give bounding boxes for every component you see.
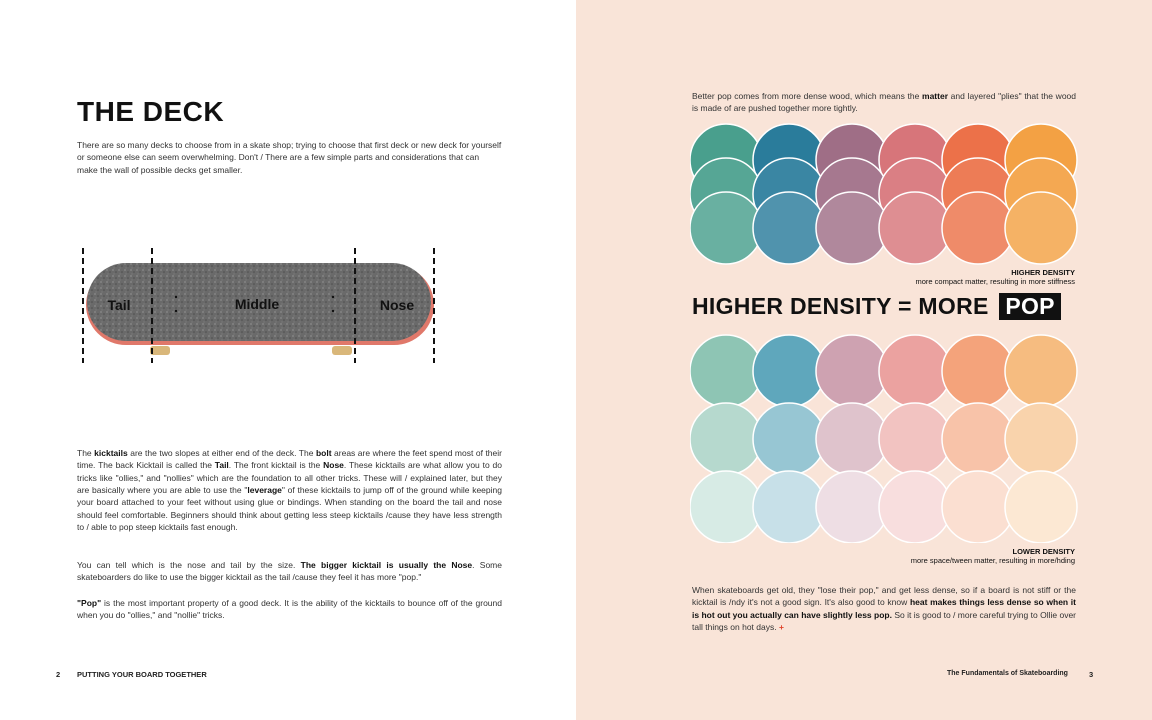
text-run: . Some skateboarders do like to use the bigger kicktail as the tail /cause they feel it has more "pop." (77, 560, 502, 583)
higher-density-title: HIGHER DENSITY (1011, 268, 1075, 277)
lower-density-title: LOWER DENSITY (1012, 547, 1075, 556)
higher-density-subtitle: more compact matter, resulting in more stiffness (915, 277, 1075, 287)
page-number-right: 3 (1089, 670, 1094, 679)
dense-circle-r3-c6 (1005, 192, 1077, 264)
light-circle-r3-c4 (879, 471, 951, 543)
light-circle-r2-c5 (942, 403, 1014, 475)
text-run: So it is good to / more careful trying to Ollie over tall things on hot days. (692, 609, 1077, 632)
light-circle-r3-c3 (816, 471, 888, 543)
lower-density-caption (911, 547, 1075, 566)
pop-paragraph (77, 597, 502, 622)
bold-text: kicktails (94, 448, 128, 458)
higher-density-caption (915, 268, 1075, 287)
text-run: When skateboards get old, they "lose their pop," and get less dense, so if a board is not stiff or the kicktail is /ndy it's not a good sign. It's also good to know (692, 585, 1076, 608)
light-circle-r2-c2 (753, 403, 825, 475)
lower-density-circles (690, 333, 1078, 543)
light-circle-r1-c5 (942, 335, 1014, 407)
bold-text: "Pop" (77, 598, 102, 608)
page-number-left: 2 (56, 670, 61, 679)
bold-text: heat makes things less dense so when it is hot out you actually can have slightly less pop. (692, 597, 1076, 620)
light-circle-r1-c4 (879, 335, 951, 407)
nose-label: Nose (379, 297, 415, 313)
light-circle-r1-c1 (690, 335, 762, 407)
text-run: . The front kicktail is the (228, 460, 324, 471)
light-circle-r3-c1 (690, 471, 762, 543)
dense-circle-r3-c5 (942, 192, 1014, 264)
heat-paragraph (692, 584, 1076, 633)
bold-text: bolt (315, 448, 332, 458)
wheel-front (332, 346, 352, 355)
density-heading (692, 293, 1061, 320)
nose-tail-paragraph (77, 559, 502, 584)
bold-text: leverage (247, 484, 282, 495)
bold-text: The bigger kicktail is usually the Nose (300, 560, 473, 570)
tail-label: Tail (107, 297, 131, 313)
section-title: PUTTING YOUR BOARD TOGETHER (77, 670, 207, 679)
light-circle-r2-c6 (1005, 403, 1077, 475)
density-intro (692, 90, 1076, 115)
light-circle-r3-c5 (942, 471, 1014, 543)
page-title: THE DECK (77, 96, 225, 127)
dense-circle-r3-c1 (690, 192, 762, 264)
light-circle-r1-c3 (816, 335, 888, 407)
light-circle-r2-c1 (690, 403, 762, 475)
light-circle-r1-c2 (753, 335, 825, 407)
kicktails-paragraph (77, 447, 502, 533)
density-heading-text: HIGHER DENSITY = MORE (692, 293, 996, 319)
text-run: are the two slopes at either end of the deck. The (127, 448, 316, 458)
dense-circle-r3-c4 (879, 192, 951, 264)
book-title: The Fundamentals of Skateboarding (947, 670, 1068, 677)
pop-highlight: POP (999, 293, 1060, 320)
plus-icon: + (778, 621, 784, 632)
skateboard-diagram (70, 245, 450, 365)
light-circle-r2-c3 (816, 403, 888, 475)
bold-text: Nose (323, 460, 344, 471)
dense-circle-r3-c3 (816, 192, 888, 264)
light-circle-r3-c6 (1005, 471, 1077, 543)
higher-density-circles (690, 122, 1078, 272)
text-run: and layered "plies" that the wood is made of are pushed together more tightly. (692, 91, 1076, 114)
text-run: . These kicktails are what allow you to do tricks like "ollies," and "nollies" which are the foundation to all other tricks. These will / explained later, but they are basically where you are able to use the " (77, 460, 502, 495)
light-circle-r2-c4 (879, 403, 951, 475)
intro-paragraph: There are so many decks to choose from in a skate shop; trying to choose that first deck or new deck for yourself or someone else can seem overwhelming. Don't / There are a few simple parts and considerations that can make the wall of possible decks get smaller. (77, 140, 502, 175)
text-run: Better pop comes from more dense wood, which means the (692, 91, 923, 101)
text-run: You can tell which is the nose and tail by the size. (77, 560, 301, 570)
text-run: The (77, 448, 95, 458)
text-run: is the most important property of a good deck. It is the ability of the kicktails to bounce off of the ground when you do "ollies," and "nollie" tricks. (77, 598, 502, 621)
light-circle-r3-c2 (753, 471, 825, 543)
light-circle-r1-c6 (1005, 335, 1077, 407)
bold-text: Tail (214, 460, 229, 471)
bold-text: matter (922, 91, 948, 101)
text-run: areas are where the feet spend most of their time. The back Kicktail is called the (77, 448, 502, 471)
middle-label: Middle (234, 296, 280, 312)
heat-paragraph-text (692, 585, 1076, 632)
text-run: " of these kicktails to jump off of the ground while keeping your board attached to your feet without using glue or bindings. When standing on the board the tail and nose should feel comfortable. Beginners should think about getting less steep kicktails /cause they have less strength to / able to pop steep kicktails fast enough. (77, 484, 502, 532)
dense-circle-r3-c2 (753, 192, 825, 264)
lower-density-subtitle: more space/tween matter, resulting in more/hding (910, 556, 1075, 566)
